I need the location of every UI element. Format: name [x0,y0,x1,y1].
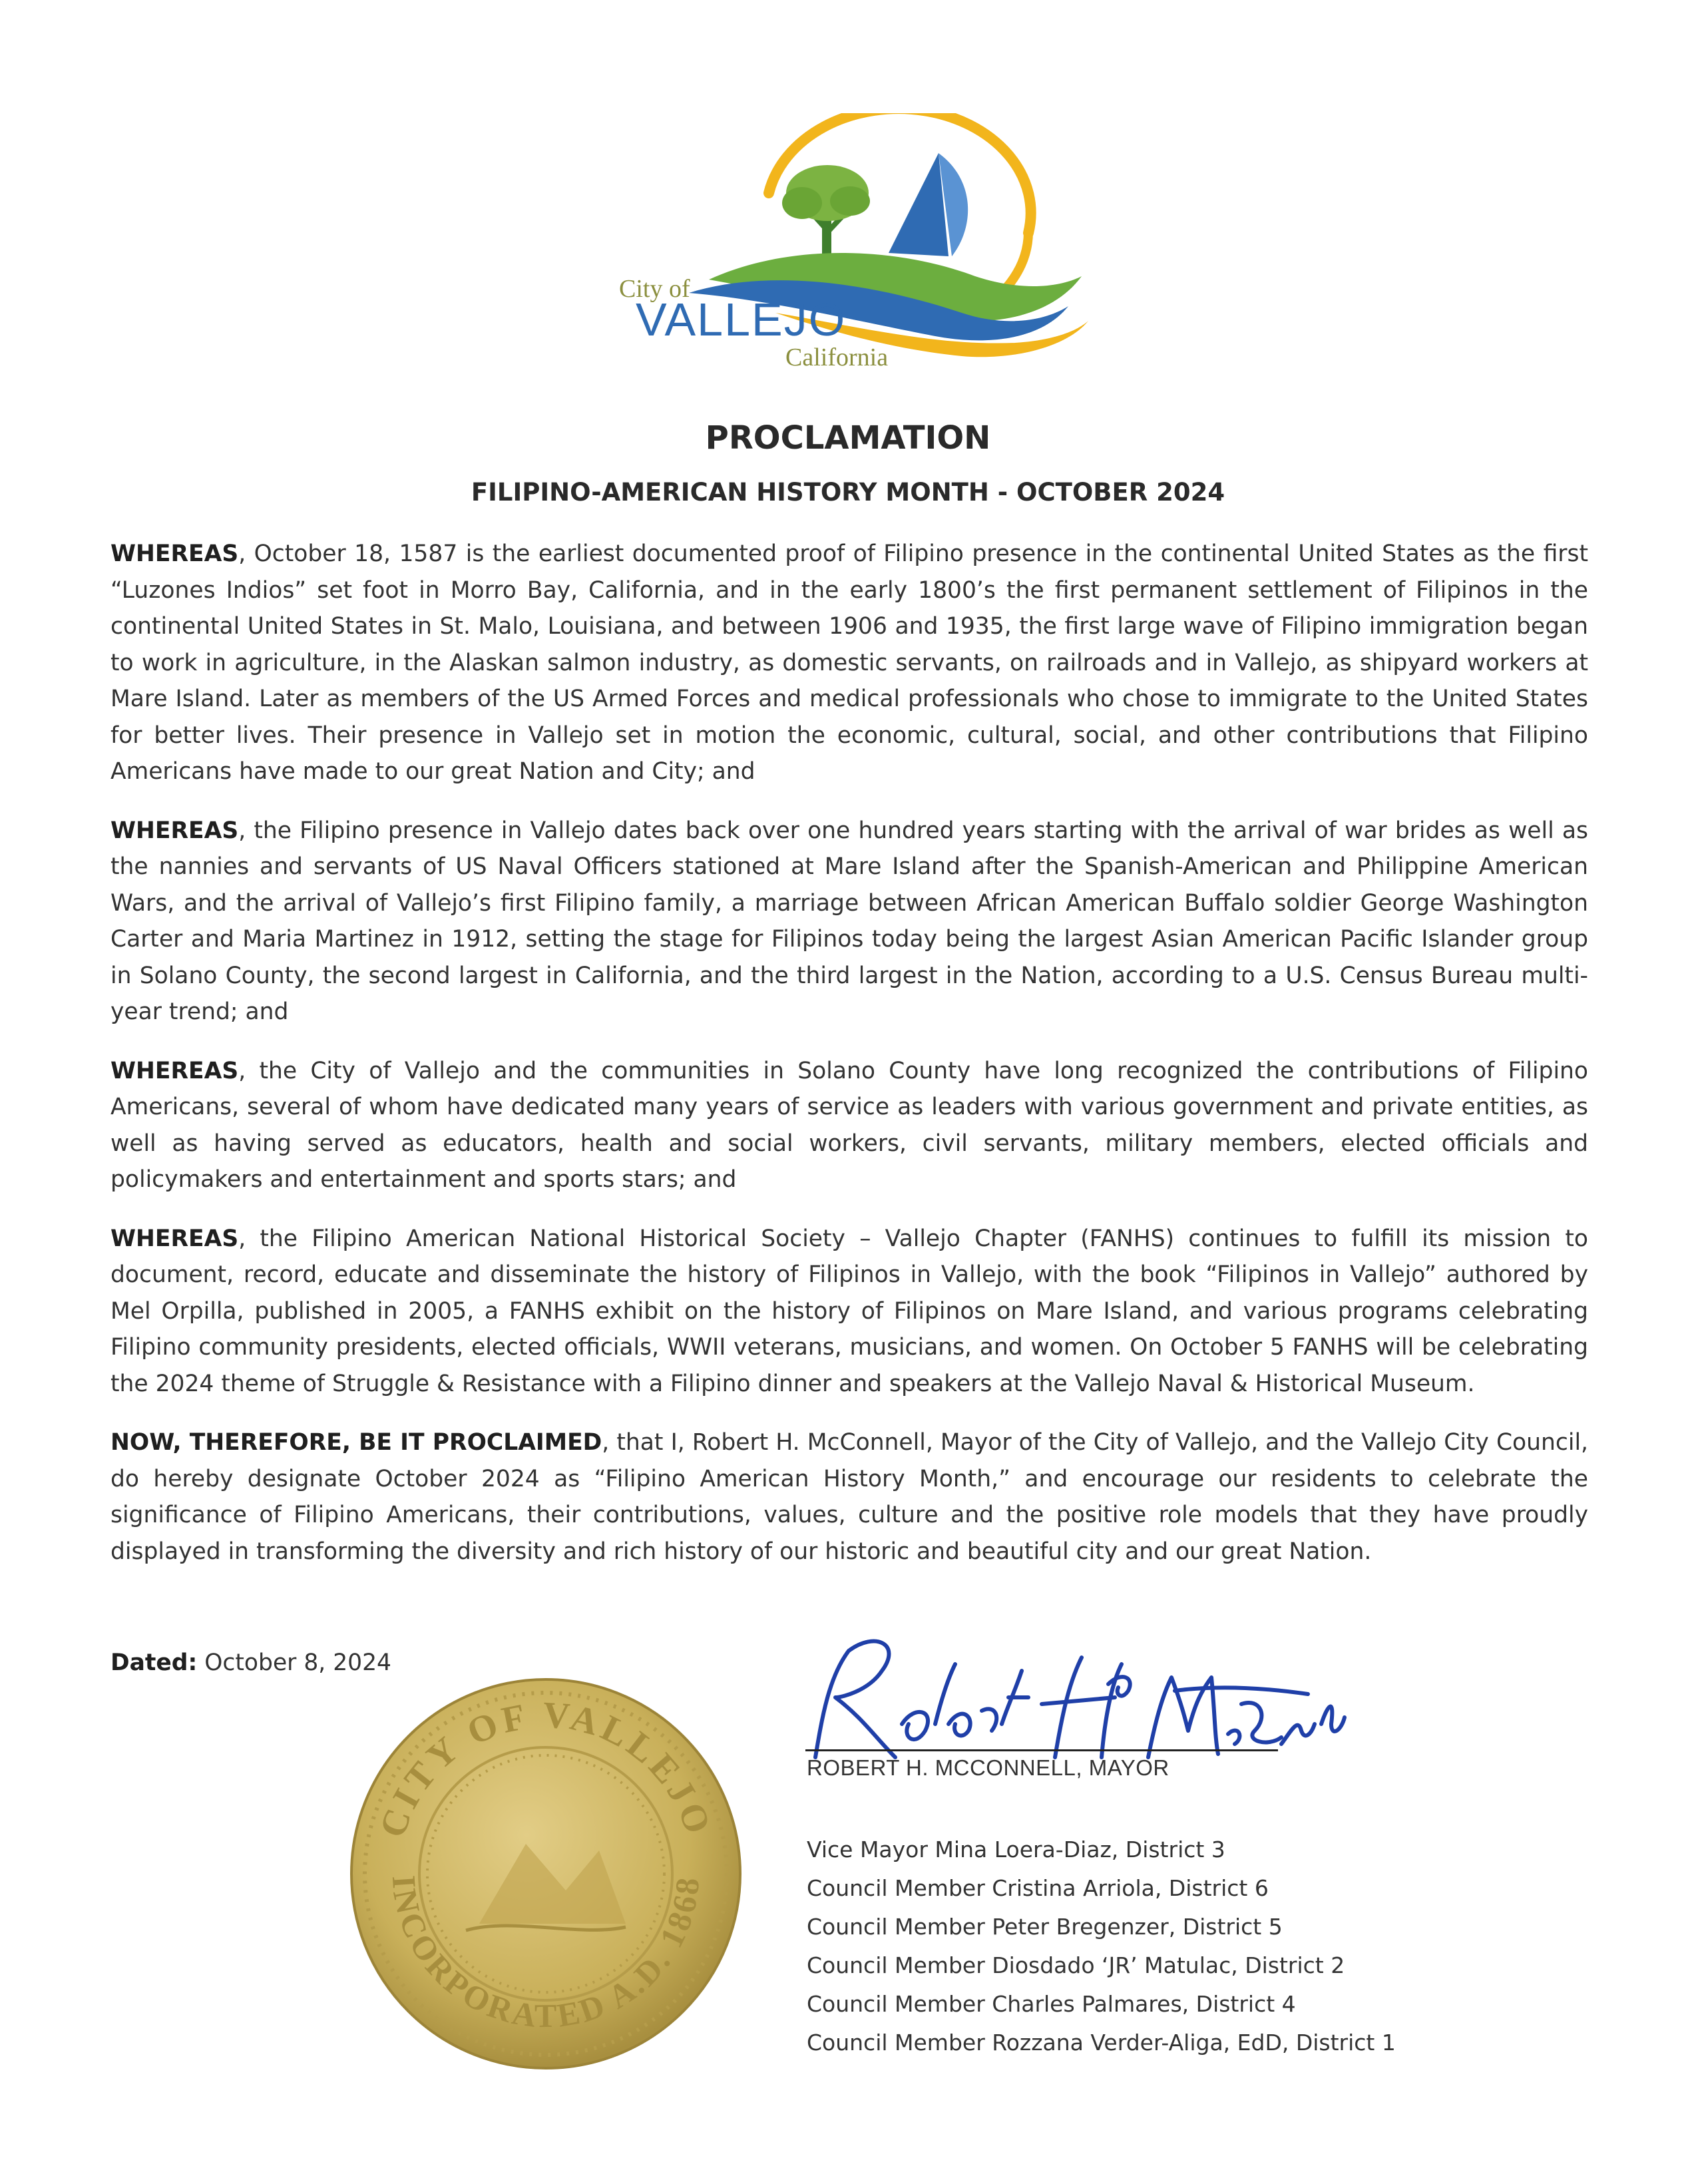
list-item: Council Member Peter Bregenzer, District 5 [807,1914,1283,1940]
proclaimed-paragraph [110,1424,1588,1570]
paragraph-lead: WHEREAS [110,541,239,567]
paragraph-text: , that I, Robert H. McConnell, Mayor of the City of Vallejo, and the Vallejo City Council, do hereby designate October 2024 as “Filipino American History Month,” and encourage our residents to celebrate the significance of Filipino Americans, their contributions, values, culture and the positive role models that they have proudly displayed in transforming the diversity and rich history of our historic and beautiful city and our great Nation. [110,1429,1589,1565]
proclamation-body [110,536,1588,1592]
signature-line [805,1749,1278,1751]
page-title: PROCLAMATION [705,419,991,457]
dated-label: Dated: [110,1649,198,1676]
paragraph-lead: WHEREAS [110,1057,239,1084]
whereas-paragraph-1 [110,536,1588,790]
list-item: Council Member Diosdado ‘JR’ Matulac, District 2 [807,1952,1345,1978]
dated-value: October 8, 2024 [204,1649,391,1676]
logo-city-of: City of [619,275,690,303]
paragraph-lead: WHEREAS [110,1225,239,1252]
paragraph-text: , October 18, 1587 is the earliest documented proof of Filipino presence in the continental United States as the first “Luzones Indios” set foot in Morro Bay, California, and in the early 1800’s the first permanent settlement of Filipinos in the continental United States in St. Malo, Louisiana, and between 1906 and 1935, the first large wave of Filipino immigration began to work in agriculture, in the Alaskan salmon industry, as domestic servants, on railroads and in Vallejo, as shipyard workers at Mare Island. Later as members of the US Armed Forces and medical professionals who chose to immigrate to the United States for better lives. Their presence in Vallejo set in motion the economic, cultural, social, and other contributions that Filipino Americans have made to our great Nation and City; and [110,541,1588,785]
seal-bottom-text: INCORPORATED A.D. 1868 [385,1874,707,2035]
city-seal [346,1671,745,2077]
list-item: Council Member Charles Palmares, District 4 [807,1991,1296,2017]
paragraph-lead: NOW, THEREFORE, BE IT PROCLAIMED [110,1429,602,1456]
paragraph-text: , the City of Vallejo and the communities in Solano County have long recognized the contributions of Filipino Americans, several of whom have dedicated many years of service as leaders with various government and private entities, as well as having served as educators, health and social workers, civil servants, military members, elected officials and policymakers and entertainment and sports stars; and [110,1057,1588,1193]
logo-state: California [785,343,889,371]
list-item: Council Member Rozzana Verder-Aliga, EdD, District 1 [807,2030,1396,2056]
list-item: Vice Mayor Mina Loera-Diaz, District 3 [807,1837,1225,1862]
mayor-name-label: ROBERT H. MCCONNELL, MAYOR [807,1755,1169,1780]
paragraph-text: , the Filipino American National Historical Society – Vallejo Chapter (FANHS) continues to fulfill its mission to document, record, educate and disseminate the history of Filipinos in Vallejo, with the book “Filipinos in Vallejo” authored by Mel Orpilla, published in 2005, a FANHS exhibit on the history of Filipinos on Mare Island, and various programs celebrating Filipino community presidents, elected officials, WWII veterans, musicians, and women. On October 5 FANHS will be celebrating the 2024 theme of Struggle & Resistance with a Filipino dinner and speakers at the Vallejo Naval & Historical Museum. [110,1225,1588,1397]
logo-city-name: VALLEJO [636,294,847,345]
seal-top-text: CITY OF VALLEJO [371,1694,720,1843]
whereas-paragraph-3 [110,1053,1588,1198]
list-item: Council Member Cristina Arriola, District 6 [807,1875,1269,1901]
page-subtitle: FILIPINO-AMERICAN HISTORY MONTH - OCTOBER 2024 [471,478,1225,507]
whereas-paragraph-2 [110,813,1588,1030]
whereas-paragraph-4 [110,1221,1588,1403]
paragraph-lead: WHEREAS [110,817,239,844]
mayor-signature [802,1624,1348,1777]
paragraph-text: , the Filipino presence in Vallejo dates back over one hundred years starting with the arrival of war brides as well as the nannies and servants of US Naval Officers stationed at Mare Island after the Spanish-American and Philippine American Wars, and the arrival of Vallejo’s first Filipino family, a marriage between African American Buffalo soldier George Washington Carter and Maria Martinez in 1912, setting the stage for Filipinos today being the largest Asian American Pacific Islander group in Solano County, the second largest in California, and the third largest in the Nation, according to a U.S. Census Bureau multi-year trend; and [110,817,1588,1025]
council-member-list [807,1831,1396,2062]
